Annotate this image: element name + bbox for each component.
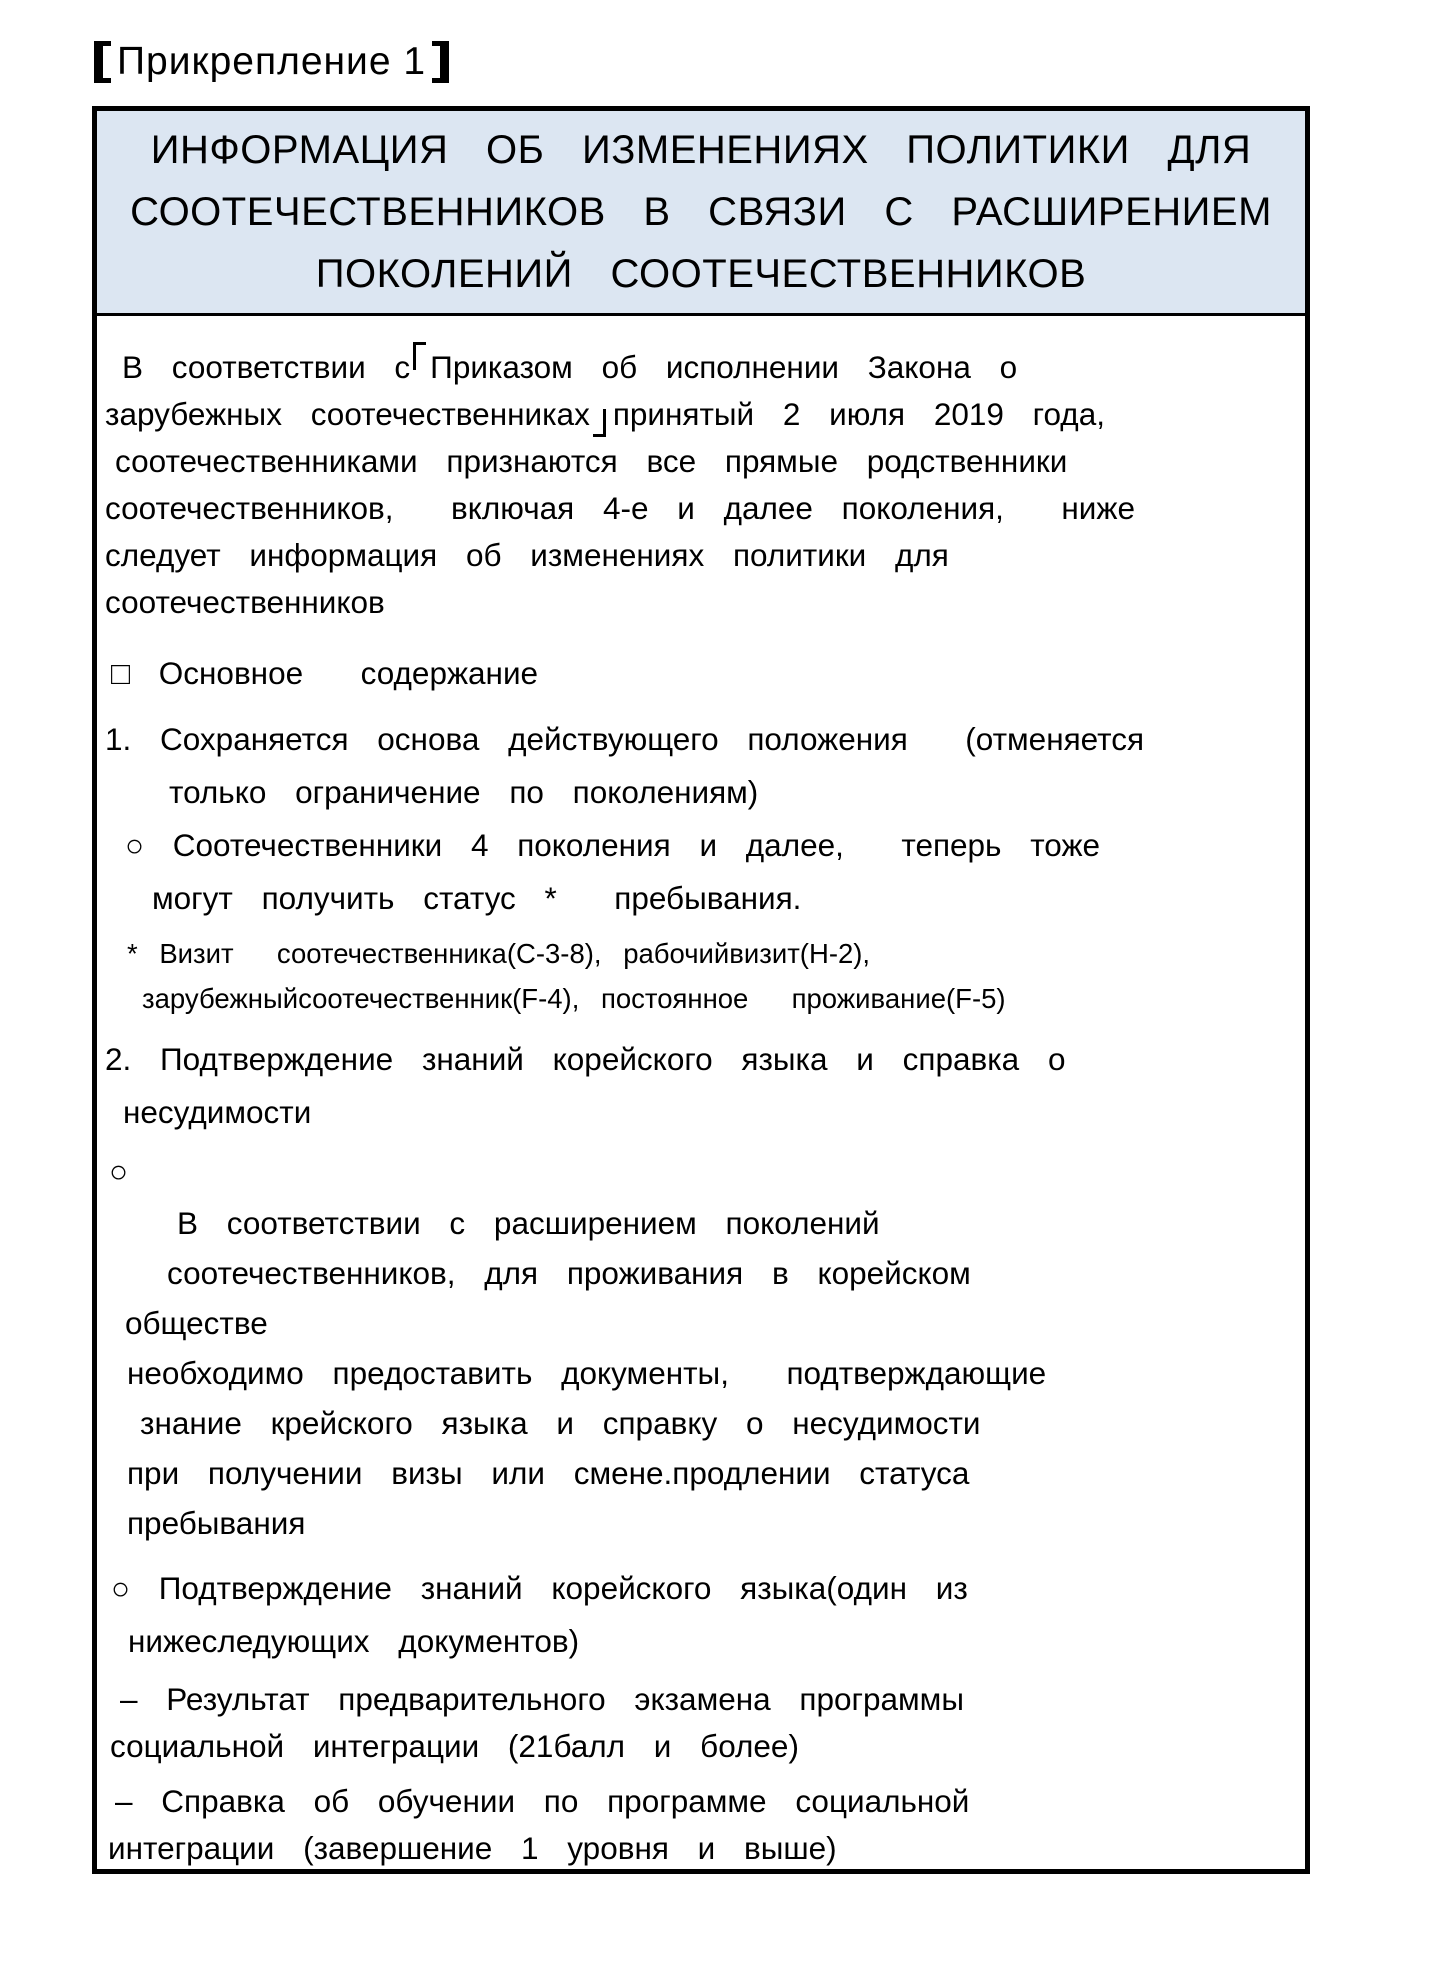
intro-paragraph <box>105 342 1277 626</box>
intro-line <box>105 342 1277 391</box>
attachment-label <box>94 38 449 86</box>
block-line: соотечественников, для проживания в корейском <box>167 1255 971 1291</box>
circle-bullet-item <box>105 1145 1277 1198</box>
block-line: необходимо предоставить документы, подтверждающие <box>127 1355 1047 1391</box>
indented-block <box>105 1198 1277 1548</box>
intro-text: зарубежных соотечественниках <box>105 396 590 432</box>
item-line: могут получить статус * пребывания. <box>152 880 802 916</box>
intro-line: соотечественников, включая 4-е и далее поколения, ниже <box>105 490 1135 526</box>
item-line: 2. Подтверждение знаний корейского языка и справка о <box>105 1041 1066 1077</box>
item-line: социальной интеграции (21балл и более) <box>110 1728 799 1764</box>
footnote-line: * Визит соотечественника(C-3-8), рабочийвизит(H-2), <box>127 938 871 969</box>
item-line: 1. Сохраняется основа действующего положения (отменяется <box>105 721 1145 757</box>
item-line: ○ Подтверждение знаний корейского языка(один из <box>111 1570 968 1606</box>
item-line: только ограничение по поколениям) <box>169 774 759 810</box>
numbered-item-1 <box>105 713 1277 819</box>
title-line: СООТЕЧЕСТВЕННИКОВ В СВЯЗИ С РАСШИРЕНИЕМ <box>130 190 1272 234</box>
corner-bracket-close-icon <box>593 409 606 437</box>
title-line: ИНФОРМАЦИЯ ОБ ИЗМЕНЕНИЯХ ПОЛИТИКИ ДЛЯ <box>150 128 1252 172</box>
item-line: – Справка об обучении по программе социальной <box>115 1783 970 1819</box>
section-heading <box>105 650 1277 697</box>
lenticular-bracket-open-icon <box>94 41 111 83</box>
intro-text: принятый 2 июля 2019 года, <box>612 396 1105 432</box>
document-box <box>92 106 1310 1874</box>
document-body <box>97 316 1305 1872</box>
item-line: ○ Соотечественники 4 поколения и далее, теперь тоже <box>125 827 1101 863</box>
item-line: несудимости <box>123 1094 312 1130</box>
block-line: при получении визы или смене.продлении статуса <box>127 1455 970 1491</box>
item-line: нижеследующих документов) <box>128 1623 580 1659</box>
intro-line: соотечественников <box>105 584 385 620</box>
dash-item <box>105 1676 1277 1770</box>
intro-line: соотечественниками признаются все прямые родственники <box>115 443 1068 479</box>
title-box <box>97 111 1305 316</box>
intro-line: следует информация об изменениях политики для <box>105 537 949 573</box>
item-line: интеграции (завершение 1 уровня и выше) <box>108 1830 837 1866</box>
block-line: обществе <box>125 1305 268 1341</box>
title-line: ПОКОЛЕНИЙ СООТЕЧЕСТВЕННИКОВ <box>315 252 1087 296</box>
circle-bullet-item <box>105 1562 1277 1668</box>
lenticular-bracket-close-icon <box>432 41 449 83</box>
section-heading-line: □ Основное содержание <box>111 655 539 691</box>
attachment-label-text: Прикрепление 1 <box>117 40 427 83</box>
block-line: знание крейского языка и справку о несудимости <box>140 1405 981 1441</box>
footnote-line: зарубежныйсоотечественник(F-4), постоянное проживание(F-5) <box>142 983 1006 1014</box>
intro-text: Приказом об исполнении Закона о <box>430 349 1018 385</box>
corner-bracket-open-icon <box>413 342 426 370</box>
item-line: – Результат предварительного экзамена программы <box>120 1681 964 1717</box>
dash-item <box>105 1778 1277 1872</box>
footnote <box>105 931 1277 1021</box>
circle-marker: ○ <box>109 1153 129 1189</box>
block-line: В соответствии с расширением поколений <box>177 1205 880 1241</box>
block-line: пребывания <box>127 1505 306 1541</box>
circle-bullet-item <box>105 819 1277 925</box>
intro-line <box>105 391 1277 438</box>
intro-text: В соответствии с <box>122 349 411 385</box>
numbered-item-2 <box>105 1033 1277 1139</box>
